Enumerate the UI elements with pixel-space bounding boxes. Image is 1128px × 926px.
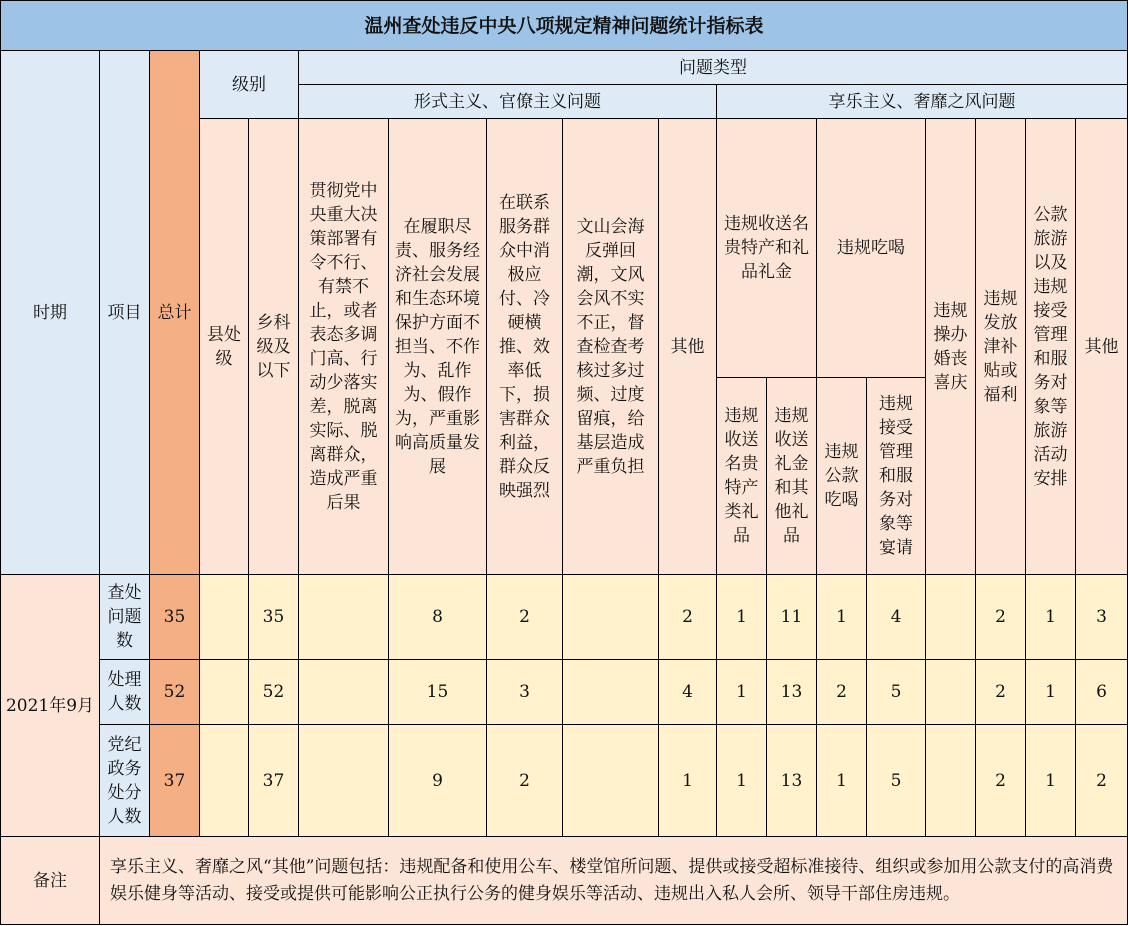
data-cell: 1 — [717, 660, 767, 725]
data-cell: 1 — [1026, 660, 1076, 725]
note-text: 享乐主义、奢靡之风“其他”问题包括：违规配备和使用公车、楼堂馆所问题、提供或接受超标准接待、组织或参加用公款支付的高消费娱乐健身等活动、接受或提供可能影响公正执行公务的健身娱乐等活动、违规出入私人会所、领导干部住房违规。 — [100, 837, 1128, 925]
header-formalism-2: 在履职尽责、服务经济社会发展和生态环境保护方面不担当、不作为、乱作为、假作为，严重影响高质量发展 — [389, 119, 487, 575]
header-formalism-1: 贯彻党中央重大决策部署有令不行、有禁不止，或者表态多调门高、行动少落实差，脱离实际、脱离群众，造成严重后果 — [299, 119, 389, 575]
header-formalism-other: 其他 — [659, 119, 717, 575]
data-cell: 1 — [817, 725, 867, 837]
data-cell — [299, 725, 389, 837]
data-cell: 1 — [817, 575, 867, 660]
header-formalism-3: 在联系服务群众中消极应付、冷硬横推、效率低下，损害群众利益，群众反映强烈 — [487, 119, 563, 575]
data-cell: 2 — [487, 725, 563, 837]
total-cell: 35 — [150, 575, 200, 660]
data-cell: 2 — [976, 575, 1026, 660]
data-cell: 13 — [767, 660, 817, 725]
data-cell — [926, 575, 976, 660]
data-cell — [299, 575, 389, 660]
data-cell: 35 — [249, 575, 299, 660]
row-label: 党纪政务处分人数 — [100, 725, 150, 837]
data-cell — [200, 725, 249, 837]
table-title: 温州查处违反中央八项规定精神问题统计指标表 — [1, 1, 1128, 51]
data-cell: 4 — [659, 660, 717, 725]
header-eat-banquet: 违规接受管理和服务对象等宴请 — [867, 378, 926, 575]
header-eat: 违规吃喝 — [817, 119, 926, 378]
header-township: 乡科级及以下 — [249, 119, 299, 575]
total-cell: 52 — [150, 660, 200, 725]
data-cell — [299, 660, 389, 725]
data-cell — [926, 660, 976, 725]
data-cell: 1 — [717, 575, 767, 660]
header-gift-cash: 违规收送礼金和其他礼品 — [767, 378, 817, 575]
data-cell: 52 — [249, 660, 299, 725]
data-cell: 15 — [389, 660, 487, 725]
header-subsidy: 违规发放津补贴或福利 — [976, 119, 1026, 575]
data-cell: 2 — [487, 575, 563, 660]
data-cell — [200, 660, 249, 725]
note-label: 备注 — [1, 837, 100, 925]
data-cell: 5 — [867, 725, 926, 837]
data-cell: 5 — [867, 660, 926, 725]
data-cell: 1 — [659, 725, 717, 837]
data-cell: 4 — [867, 575, 926, 660]
header-problem-type: 问题类型 — [299, 51, 1128, 85]
header-total: 总计 — [150, 51, 200, 575]
data-cell: 37 — [249, 725, 299, 837]
data-cell — [926, 725, 976, 837]
data-cell — [563, 660, 659, 725]
header-county: 县处级 — [200, 119, 249, 575]
row-label: 查处问题数 — [100, 575, 150, 660]
data-cell: 3 — [487, 660, 563, 725]
data-cell: 6 — [1076, 660, 1128, 725]
period-cell: 2021年9月 — [1, 575, 100, 837]
data-cell: 13 — [767, 725, 817, 837]
header-formalism: 形式主义、官僚主义问题 — [299, 85, 717, 119]
header-hedonism: 享乐主义、奢靡之风问题 — [717, 85, 1128, 119]
header-eat-public: 违规公款吃喝 — [817, 378, 867, 575]
data-cell: 2 — [817, 660, 867, 725]
header-level: 级别 — [200, 51, 299, 119]
header-travel: 公款旅游以及违规接受管理和服务对象等旅游活动安排 — [1026, 119, 1076, 575]
data-cell: 1 — [1026, 725, 1076, 837]
data-cell: 2 — [976, 660, 1026, 725]
header-item: 项目 — [100, 51, 150, 575]
data-cell — [563, 725, 659, 837]
header-gift-specialty: 违规收送名贵特产类礼品 — [717, 378, 767, 575]
row-label: 处理人数 — [100, 660, 150, 725]
header-gift: 违规收送名贵特产和礼品礼金 — [717, 119, 817, 378]
header-formalism-4: 文山会海反弹回潮，文风会风不实不正，督查检查考核过多过频、过度留痕，给基层造成严重负担 — [563, 119, 659, 575]
data-cell: 1 — [717, 725, 767, 837]
data-cell — [200, 575, 249, 660]
data-cell: 11 — [767, 575, 817, 660]
data-cell: 2 — [659, 575, 717, 660]
data-cell — [563, 575, 659, 660]
header-hedonism-other: 其他 — [1076, 119, 1128, 575]
data-cell: 1 — [1026, 575, 1076, 660]
data-cell: 9 — [389, 725, 487, 837]
total-cell: 37 — [150, 725, 200, 837]
header-period: 时期 — [1, 51, 100, 575]
data-cell: 8 — [389, 575, 487, 660]
header-wedding: 违规操办婚丧喜庆 — [926, 119, 976, 575]
data-cell: 3 — [1076, 575, 1128, 660]
data-cell: 2 — [976, 725, 1026, 837]
data-cell: 2 — [1076, 725, 1128, 837]
